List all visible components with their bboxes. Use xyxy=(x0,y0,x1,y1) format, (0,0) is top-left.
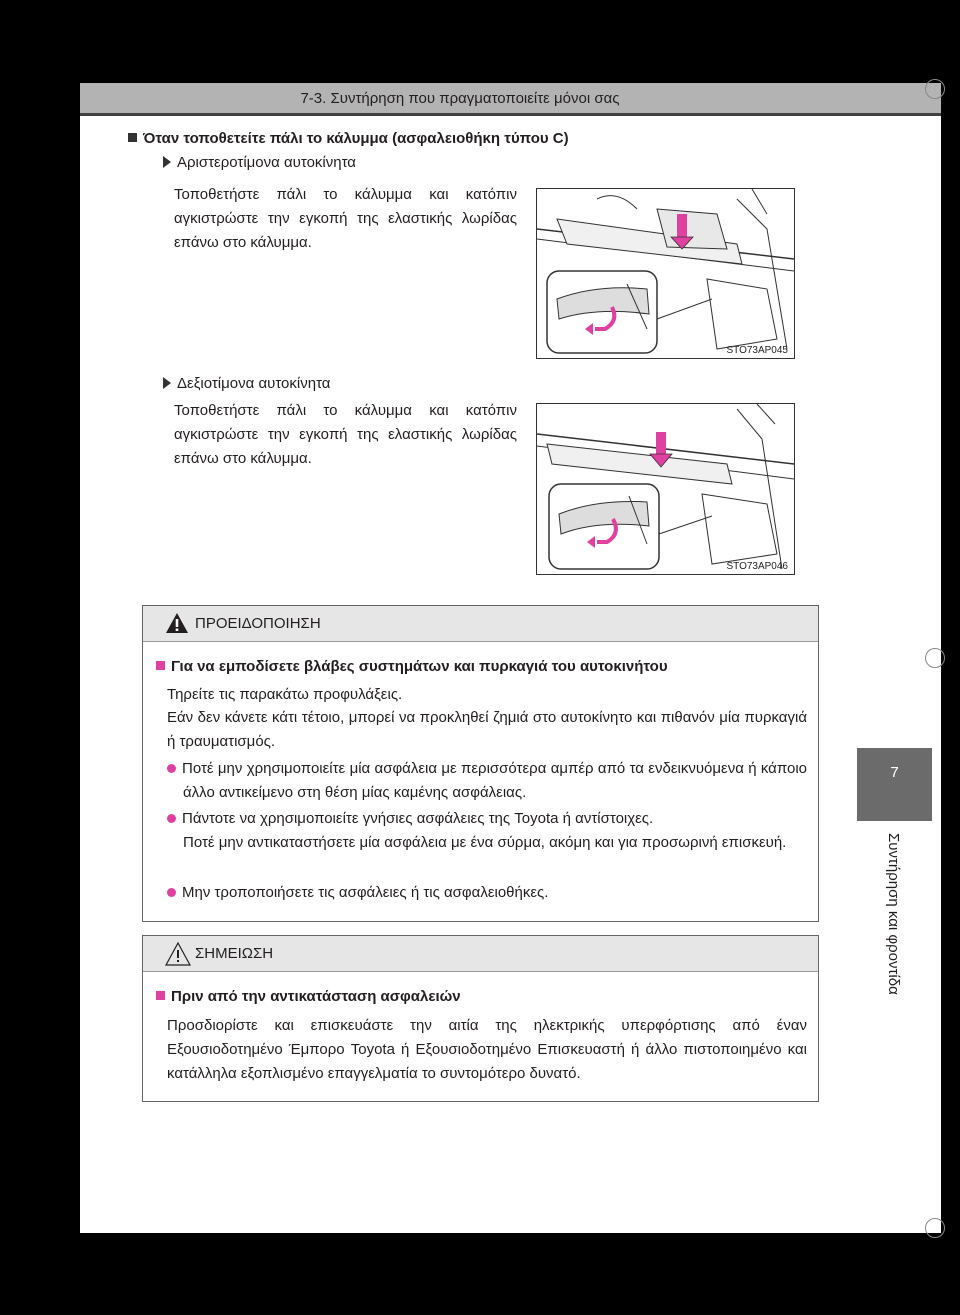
figure-code-left: STO73AP045 xyxy=(726,345,788,356)
warning-bullet-1 xyxy=(183,757,807,805)
warning-header-text: ΠΡΟΕΙΔΟΠΟΙΗΣΗ xyxy=(195,615,321,632)
warning-bullet-2b: Ποτέ μην αντικαταστήσετε μία ασφάλεια με ένα σύρμα, ακόμη και για προσωρινή επισκευή. xyxy=(183,834,787,851)
warning-intro: Τηρείτε τις παρακάτω προφυλάξεις. xyxy=(167,686,403,703)
notice-header-text: ΣΗΜΕΙΩΣΗ xyxy=(195,945,274,962)
triangle-bullet-icon xyxy=(163,156,171,168)
crop-mark-middle xyxy=(925,648,945,668)
triangle-bullet-icon xyxy=(163,377,171,389)
section-title-text: Όταν τοποθετείτε πάλι το κάλυμμα (ασφαλειοθήκη τύπου C) xyxy=(143,130,569,147)
manual-page xyxy=(80,83,941,1233)
notice-title xyxy=(156,988,461,1005)
warning-header xyxy=(143,606,818,642)
warning-box xyxy=(142,605,819,922)
notice-box xyxy=(142,935,819,1102)
header-title: 7-3. Συντήρηση που πραγματοποιείτε μόνοι σας xyxy=(300,90,620,107)
square-bullet-icon xyxy=(156,661,165,670)
engine-bay-illustration-left xyxy=(537,189,794,358)
crop-mark-bottom xyxy=(925,1218,945,1238)
warning-bullet-1-text: Ποτέ μην χρησιμοποιείτε μία ασφάλεια με περισσότερα αμπέρ από τα ενδεικνυόμενα ή κάποιο άλλο αντικείμενο στη θέση μίας καμένης ασφάλειας. xyxy=(182,760,807,801)
right-drive-figure xyxy=(536,403,795,575)
warning-bullet-3-text: Μην τροποποιήσετε τις ασφάλειες ή τις ασφαλειοθήκες. xyxy=(182,884,549,901)
section-title xyxy=(128,130,569,147)
warning-bullet-2 xyxy=(183,807,807,831)
notice-text: Προσδιορίστε και επισκευάστε την αιτία της ηλεκτρικής υπερφόρτισης από έναν Εξουσιοδοτημένο Έμπορο Toyota ή Εξουσιοδοτημένο Επισκευαστή ή άλλο πιστοποιημένο και κατάλληλα εξοπλισμένο επαγγελματία το συντομότερο δυνατό. xyxy=(167,1017,807,1082)
left-drive-instructions: Τοποθετήστε πάλι το κάλυμμα και κατόπιν αγκιστρώστε την εγκοπή της ελαστικής λωρίδας επάνω στο κάλυμμα. xyxy=(174,186,517,251)
round-bullet-icon xyxy=(167,814,176,823)
notice-title-text: Πριν από την αντικατάσταση ασφαλειών xyxy=(171,988,461,1005)
right-drive-heading-text: Δεξιοτίμονα αυτοκίνητα xyxy=(177,375,331,392)
warning-bullet-2-text: Πάντοτε να χρησιμοποιείτε γνήσιες ασφάλειες της Toyota ή αντίστοιχες. xyxy=(182,810,654,827)
warning-triangle-icon xyxy=(165,612,189,634)
warning-title xyxy=(156,658,668,675)
notice-header xyxy=(143,936,818,972)
chapter-tab-number: 7 xyxy=(857,748,932,821)
square-bullet-icon xyxy=(156,991,165,1000)
notice-triangle-icon xyxy=(165,942,191,966)
right-drive-instructions: Τοποθετήστε πάλι το κάλυμμα και κατόπιν αγκιστρώστε την εγκοπή της ελαστικής λωρίδας επάνω στο κάλυμμα. xyxy=(174,402,517,467)
left-drive-heading xyxy=(163,154,356,171)
right-drive-heading xyxy=(163,375,330,392)
warning-bullet-3 xyxy=(183,881,807,905)
left-drive-figure xyxy=(536,188,795,359)
square-bullet-icon xyxy=(128,133,137,142)
left-drive-heading-text: Αριστεροτίμονα αυτοκίνητα xyxy=(177,154,356,171)
crop-mark-top xyxy=(925,79,945,99)
warning-title-text: Για να εμποδίσετε βλάβες συστημάτων και πυρκαγιά του αυτοκινήτου xyxy=(171,658,668,675)
engine-bay-illustration-right xyxy=(537,404,794,574)
header-rule xyxy=(80,113,941,116)
round-bullet-icon xyxy=(167,888,176,897)
chapter-tab-label: Συντήρηση και φροντίδα xyxy=(885,833,902,995)
page-header xyxy=(80,83,941,113)
warning-intro-2: Εάν δεν κάνετε κάτι τέτοιο, μπορεί να προκληθεί ζημιά στο αυτοκίνητο και πιθανόν μία πυρκαγιά ή τραυματισμός. xyxy=(167,709,807,750)
round-bullet-icon xyxy=(167,764,176,773)
figure-code-right: STO73AP046 xyxy=(726,561,788,572)
